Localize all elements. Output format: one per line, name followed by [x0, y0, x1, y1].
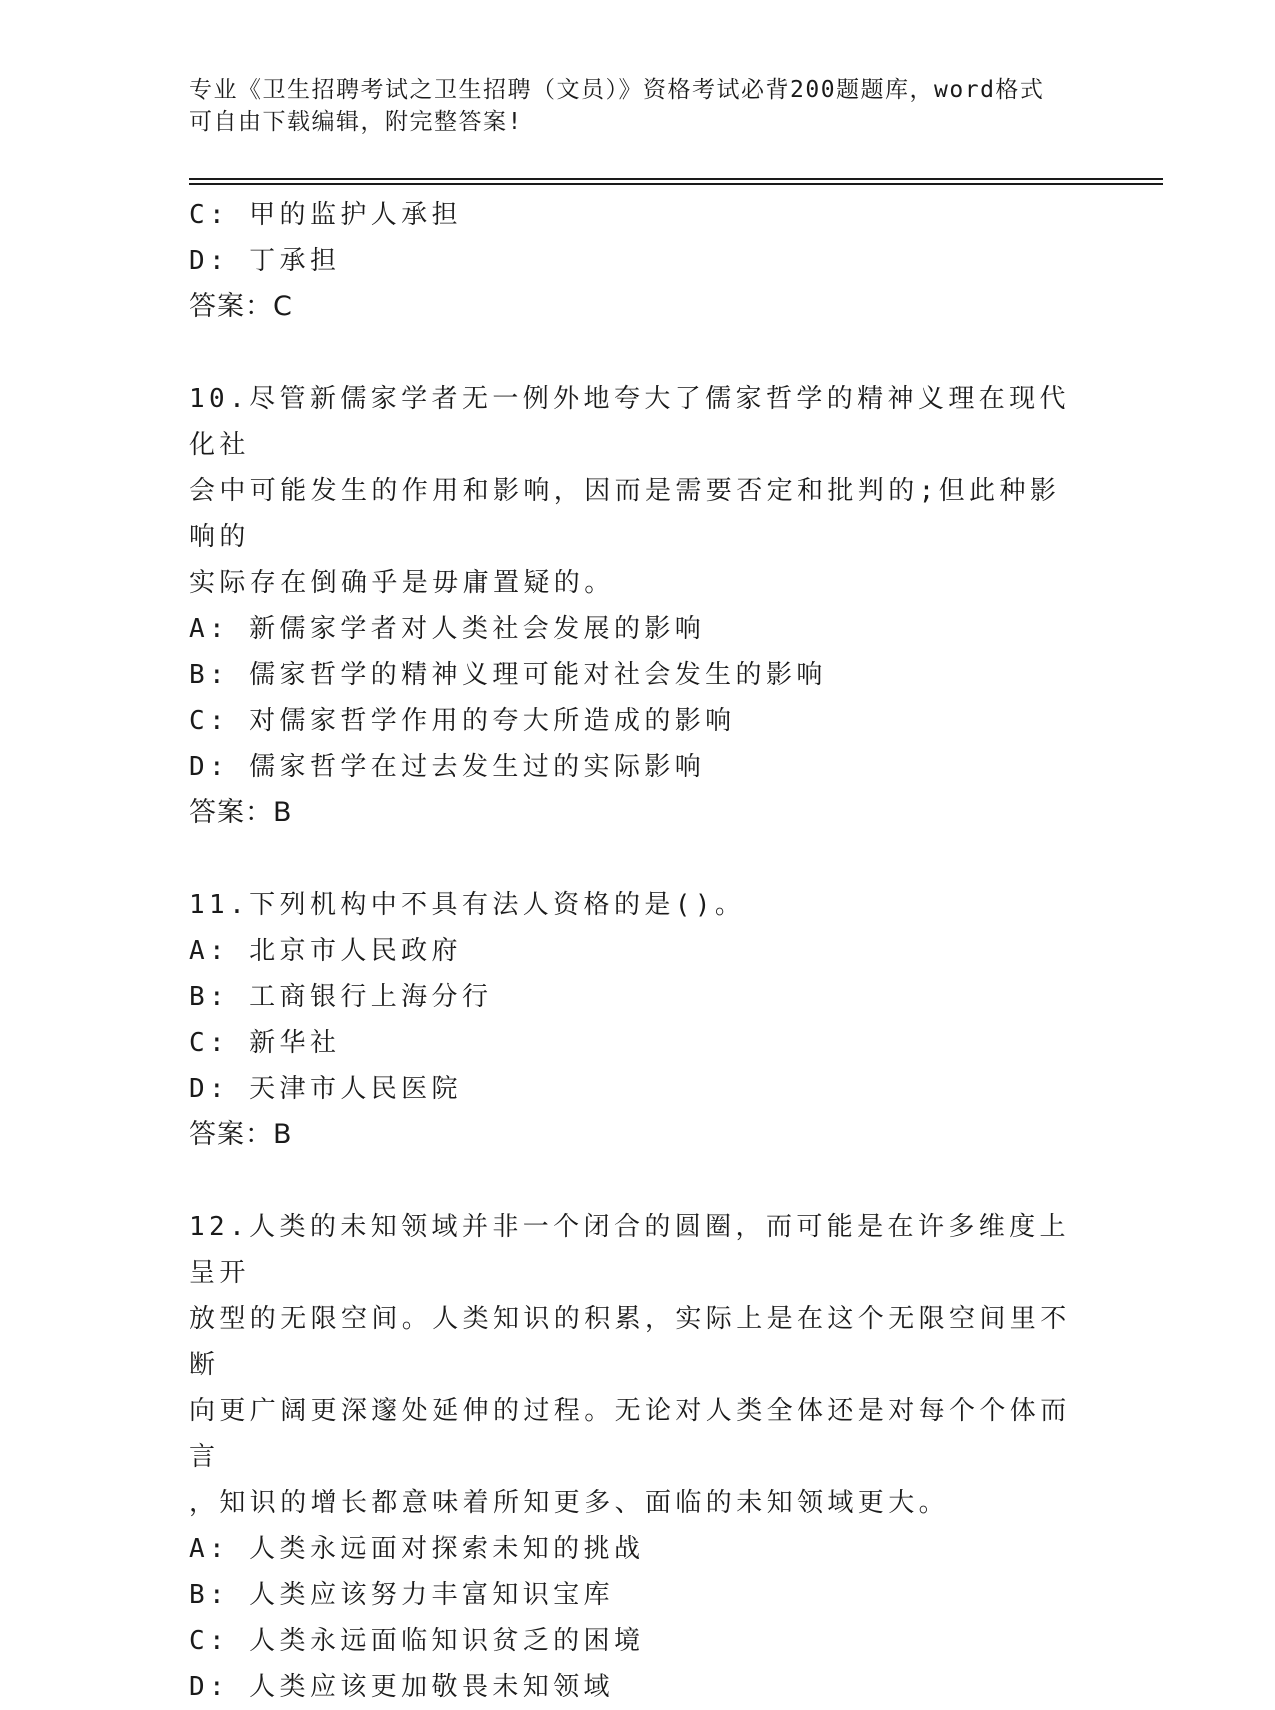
option-d: D: 天津市人民医院 — [189, 1074, 462, 1104]
question-text-line: ，知识的增长都意味着所知更多、面临的未知领域更大。 — [189, 1488, 950, 1518]
header-rule-bottom — [189, 183, 1163, 185]
option-c: C: 甲的监护人承担 — [189, 200, 462, 230]
question-content — [189, 192, 1089, 1710]
option-c: C: 对儒家哲学作用的夸大所造成的影响 — [189, 706, 736, 736]
option-a: A: 人类永远面对探索未知的挑战 — [189, 1534, 645, 1564]
question-text-line: 12.人类的未知领域并非一个闭合的圆圈，而可能是在许多维度上呈开 — [189, 1212, 1070, 1288]
option-a: A: 新儒家学者对人类社会发展的影响 — [189, 614, 706, 644]
header-line-1: 专业《卫生招聘考试之卫生招聘（文员）》资格考试必背200题题库，word格式 — [189, 77, 1045, 103]
spacer — [189, 330, 1089, 376]
question-text-line: 10.尽管新儒家学者无一例外地夸大了儒家哲学的精神义理在现代化社 — [189, 384, 1070, 460]
document-header — [189, 74, 1089, 138]
option-b: B: 工商银行上海分行 — [189, 982, 493, 1012]
option-b: B: 儒家哲学的精神义理可能对社会发生的影响 — [189, 660, 827, 690]
answer-line: 答案：B — [189, 797, 293, 828]
option-c: C: 人类永远面临知识贫乏的困境 — [189, 1626, 645, 1656]
question-text-line: 实际存在倒确乎是毋庸置疑的。 — [189, 568, 615, 598]
question-text-line: 会中可能发生的作用和影响，因而是需要否定和批判的;但此种影响的 — [189, 476, 1061, 552]
option-a: A: 北京市人民政府 — [189, 936, 462, 966]
option-b: B: 人类应该努力丰富知识宝库 — [189, 1580, 614, 1610]
question-text-line: 11.下列机构中不具有法人资格的是()。 — [189, 890, 746, 920]
option-d: D: 儒家哲学在过去发生过的实际影响 — [189, 752, 706, 782]
question-11 — [189, 882, 1089, 1158]
option-d: D: 人类应该更加敬畏未知领域 — [189, 1672, 614, 1702]
spacer — [189, 836, 1089, 882]
question-text-line: 放型的无限空间。人类知识的积累，实际上是在这个无限空间里不断 — [189, 1304, 1071, 1380]
question-10 — [189, 376, 1089, 836]
answer-line: 答案：B — [189, 1119, 293, 1150]
option-d: D: 丁承担 — [189, 246, 341, 276]
header-rule-top — [189, 178, 1163, 180]
answer-line: 答案：C — [189, 291, 293, 322]
option-c: C: 新华社 — [189, 1028, 341, 1058]
header-line-2: 可自由下载编辑，附完整答案! — [189, 109, 523, 135]
spacer — [189, 1158, 1089, 1204]
question-12 — [189, 1204, 1089, 1710]
question-text-line: 向更广阔更深邃处延伸的过程。无论对人类全体还是对每个个体而言 — [189, 1396, 1071, 1472]
